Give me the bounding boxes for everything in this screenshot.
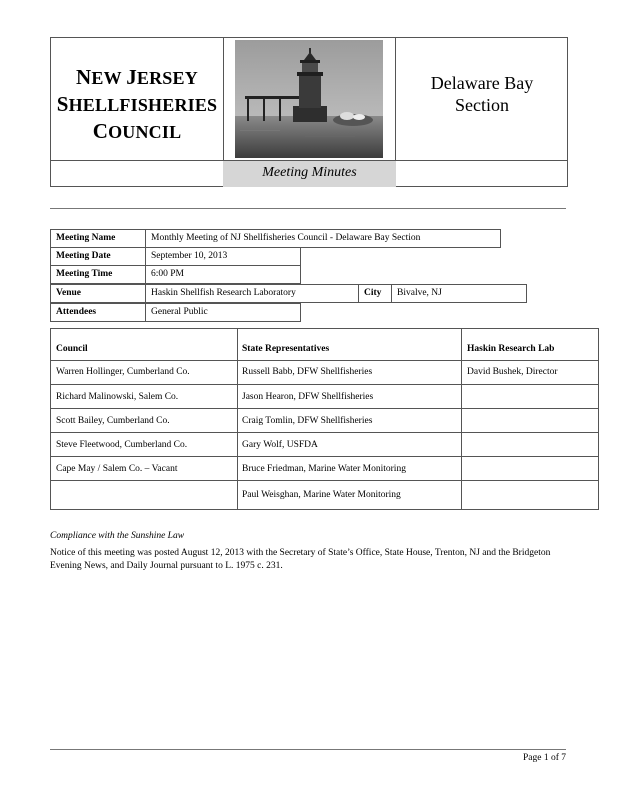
meeting-minutes-title: Meeting Minutes bbox=[262, 165, 357, 180]
divider bbox=[237, 329, 238, 509]
header-haskin-research-lab: Haskin Research Lab bbox=[467, 344, 555, 354]
council-member: Scott Bailey, Cumberland Co. bbox=[56, 416, 170, 426]
divider bbox=[51, 456, 598, 457]
state-representative: Craig Tomlin, DFW Shellfisheries bbox=[242, 416, 373, 426]
horizontal-rule bbox=[50, 208, 566, 209]
state-representative: Gary Wolf, USFDA bbox=[242, 440, 318, 450]
attendees-label: Attendees bbox=[50, 303, 146, 322]
meeting-time-label: Meeting Time bbox=[50, 265, 146, 284]
header-state-representatives: State Representatives bbox=[242, 344, 330, 354]
venue-value: Haskin Shellfish Research Laboratory bbox=[145, 284, 359, 303]
haskin-member: David Bushek, Director bbox=[467, 367, 558, 377]
state-representative: Paul Weisghan, Marine Water Monitoring bbox=[242, 490, 401, 500]
header-council: Council bbox=[56, 344, 88, 354]
state-representative: Bruce Friedman, Marine Water Monitoring bbox=[242, 464, 406, 474]
meeting-name-value: Monthly Meeting of NJ Shellfisheries Council - Delaware Bay Section bbox=[145, 229, 501, 248]
attendees-value: General Public bbox=[145, 303, 301, 322]
divider bbox=[51, 408, 598, 409]
council-member: Richard Malinowski, Salem Co. bbox=[56, 392, 179, 402]
section-title: Delaware Bay Section bbox=[430, 73, 534, 115]
members-table bbox=[50, 328, 599, 510]
council-member: Warren Hollinger, Cumberland Co. bbox=[56, 367, 190, 377]
divider bbox=[51, 360, 598, 361]
city-value: Bivalve, NJ bbox=[391, 284, 527, 303]
city-label: City bbox=[358, 284, 392, 303]
divider bbox=[51, 432, 598, 433]
council-title: NEW JERSEY SHELLFISHERIES COUNCIL bbox=[56, 65, 218, 143]
state-representative: Jason Hearon, DFW Shellfisheries bbox=[242, 392, 374, 402]
meeting-name-label: Meeting Name bbox=[50, 229, 146, 248]
compliance-notice: Notice of this meeting was posted August 12, 2013 with the Secretary of State’s Office, State House, Trenton, NJ and the Bridgeton Evening News, and Daily Journal pursuant to L. 1975 c. 231. bbox=[50, 548, 551, 571]
council-member: Steve Fleetwood, Cumberland Co. bbox=[56, 440, 188, 450]
venue-label: Venue bbox=[50, 284, 146, 303]
council-member: Cape May / Salem Co. – Vacant bbox=[56, 464, 178, 474]
footer-rule bbox=[50, 749, 566, 750]
header-box bbox=[50, 37, 568, 187]
meeting-date-value: September 10, 2013 bbox=[145, 247, 301, 266]
page-number: Page 1 of 7 bbox=[522, 753, 566, 763]
divider bbox=[51, 480, 598, 481]
meeting-time-value: 6:00 PM bbox=[145, 265, 301, 284]
divider bbox=[51, 384, 598, 385]
divider bbox=[461, 329, 462, 509]
compliance-title: Compliance with the Sunshine Law bbox=[50, 531, 185, 541]
meeting-date-label: Meeting Date bbox=[50, 247, 146, 266]
lighthouse-photo bbox=[235, 40, 383, 158]
state-representative: Russell Babb, DFW Shellfisheries bbox=[242, 367, 373, 377]
